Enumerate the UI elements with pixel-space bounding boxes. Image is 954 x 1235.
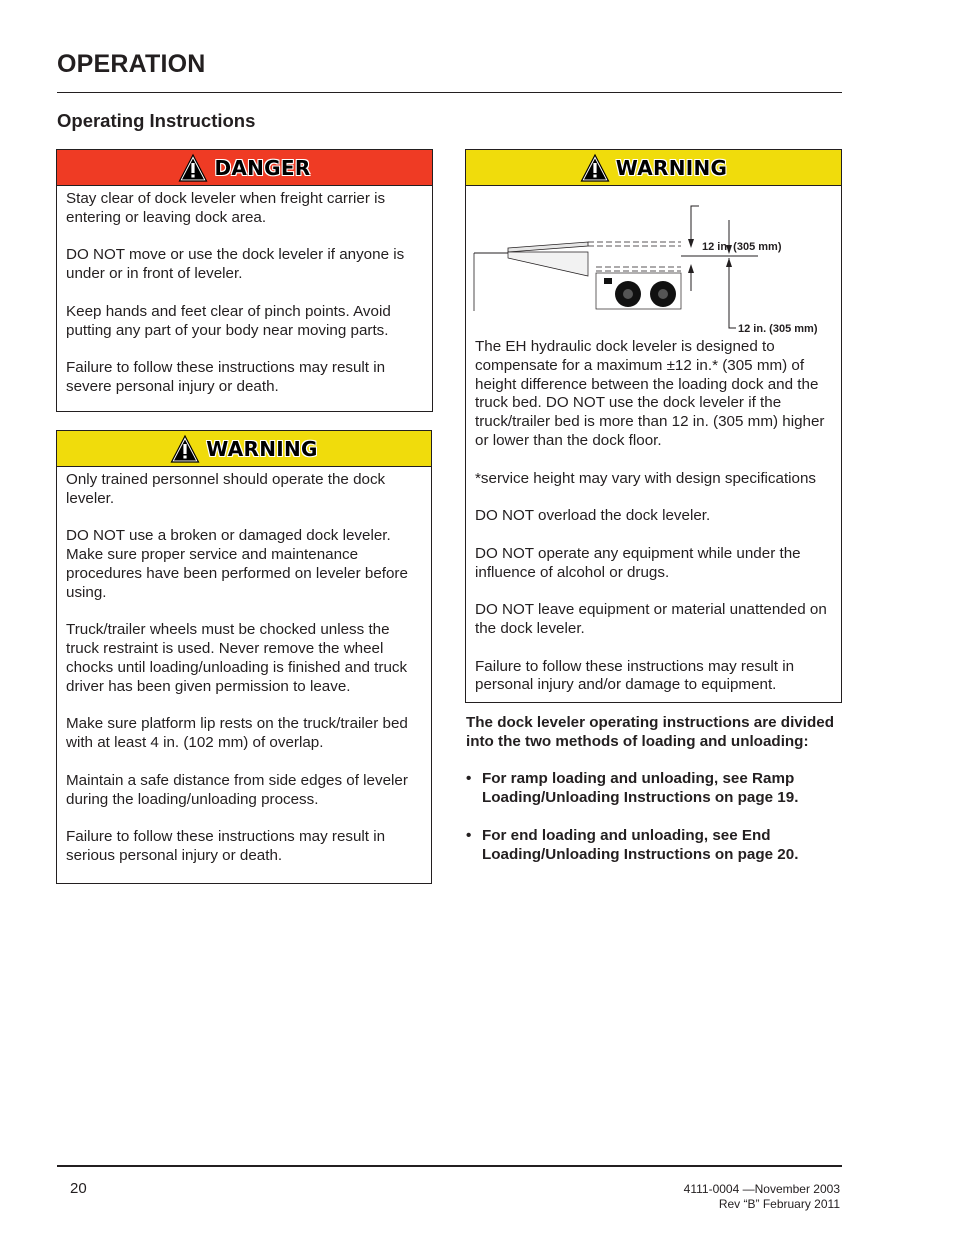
list-item (466, 770, 846, 808)
danger-body (57, 186, 432, 397)
instructions-intro: The dock leveler operating instructions are divided into the two methods of loading and unloading: (466, 714, 834, 750)
warning-header-right (466, 150, 841, 186)
revision: Rev “B” February 2011 (718, 1197, 840, 1211)
warning-body-left (57, 467, 431, 866)
page-title: OPERATION (57, 50, 206, 78)
danger-paragraph: Failure to follow these instructions may result in severe personal injury or death. (66, 359, 386, 395)
warning-paragraph: DO NOT leave equipment or material unattended on the dock leveler. (475, 601, 827, 637)
danger-paragraph: DO NOT move or use the dock leveler if anyone is under or in front of leveler. (66, 246, 405, 283)
loading-methods-instructions (466, 714, 846, 883)
bullet-text: For end loading and unloading, see End Loading/Unloading Instructions on page 20. (482, 826, 799, 863)
dock-leveler-drawing (466, 186, 840, 338)
warning-paragraph: Failure to follow these instructions may result in personal injury and/or damage to equipment. (475, 657, 795, 694)
danger-header (57, 150, 432, 186)
danger-heading: DANGER (214, 155, 311, 180)
warning-paragraph: *service height may vary with design specifications (475, 469, 817, 487)
section-title: Operating Instructions (57, 110, 256, 131)
danger-box (56, 149, 433, 412)
warning-paragraph: Make sure platform lip rests on the truck/trailer bed with at least 4 in. (102 mm) of overlap. (66, 715, 408, 752)
warning-paragraph: Failure to follow these instructions may result in serious personal injury or death. (66, 828, 386, 864)
warning-header-left (57, 431, 431, 467)
warning-paragraph: The EH hydraulic dock leveler is designed to compensate for a maximum ±12 in.* (305 mm) of height difference between the loading dock and the truck bed. DO NOT use the dock leveler if the truck/trailer bed is more than 12 in. (305 mm) higher or lower than the dock floor. (475, 338, 825, 449)
top-divider (57, 92, 842, 93)
warning-paragraph: DO NOT overload the dock leveler. (475, 507, 711, 525)
exclamation-triangle-icon (178, 153, 208, 183)
warning-paragraph: Only trained personnel should operate the dock leveler. (66, 471, 386, 507)
danger-paragraph: Keep hands and feet clear of pinch points. Avoid putting any part of your body near moving parts. (66, 302, 391, 339)
warning-body-right (466, 338, 841, 695)
danger-paragraph: Stay clear of dock leveler when freight carrier is entering or leaving dock area. (66, 190, 386, 226)
warning-box-right (465, 149, 842, 703)
warning-paragraph: Maintain a safe distance from side edges of leveler during the loading/unloading process. (66, 771, 408, 808)
bullet-icon: • (466, 826, 472, 844)
lower-dimension-label: 12 in. (305 mm) (738, 323, 818, 335)
bullet-text: For ramp loading and unloading, see Ramp Loading/Unloading Instructions on page 19. (482, 770, 799, 807)
dock-leveler-diagram (466, 186, 841, 338)
bottom-divider (57, 1165, 842, 1167)
warning-heading-right: WARNING (615, 155, 728, 180)
warning-box-left (56, 430, 432, 884)
warning-paragraph: DO NOT use a broken or damaged dock leveler. Make sure proper service and maintenance procedures have been performed on leveler before using. (66, 527, 408, 601)
warning-paragraph: Truck/trailer wheels must be chocked unless the truck restraint is used. Never remove the wheel chocks until loading/unloading is finished and truck driver has been given permission to leave. (66, 621, 408, 695)
bullet-icon: • (466, 770, 472, 788)
exclamation-triangle-icon (580, 153, 610, 183)
document-info (684, 1182, 840, 1212)
upper-dimension-label: 12 in. (305 mm) (702, 241, 782, 253)
page-number: 20 (70, 1180, 87, 1197)
doc-number: 4111-0004 —November 2003 (683, 1182, 840, 1196)
exclamation-triangle-icon (170, 434, 200, 464)
warning-paragraph: DO NOT operate any equipment while under the influence of alcohol or drugs. (475, 544, 801, 581)
list-item (466, 827, 846, 865)
warning-heading-left: WARNING (206, 436, 318, 461)
